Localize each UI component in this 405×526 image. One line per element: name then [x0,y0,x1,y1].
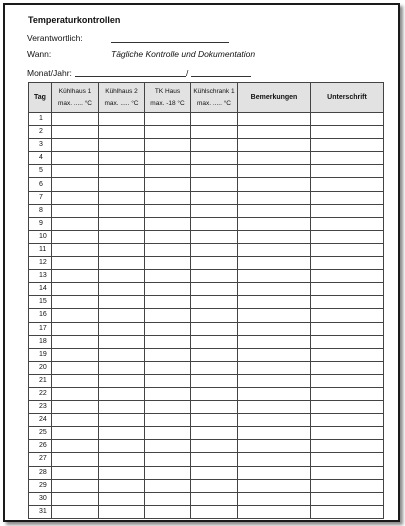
temp-cell-kuehlhaus-2[interactable] [99,453,145,466]
temp-cell-tk-haus[interactable] [145,361,191,374]
table-row [29,440,384,453]
temp-cell-kuehlhaus-2[interactable] [99,387,145,400]
table-row [29,322,384,335]
day-number: 23 [29,401,52,414]
day-number: 17 [29,322,52,335]
unit-column-header [99,83,145,113]
temp-cell-kuehlhaus-1[interactable] [52,113,99,126]
temp-cell-kuehlhaus-2[interactable] [99,139,145,152]
temp-cell-kuehlhaus-2[interactable] [99,113,145,126]
unit-name: Kühlschrank 1 [193,88,235,95]
month-field[interactable] [75,76,186,77]
temp-cell-kuehlschrank-1[interactable] [191,152,238,165]
remarks-cell[interactable] [238,178,311,191]
temp-cell-kuehlhaus-2[interactable] [99,217,145,230]
remarks-cell[interactable] [238,113,311,126]
signature-cell[interactable] [311,414,384,427]
table-row [29,348,384,361]
temp-cell-tk-haus[interactable] [145,479,191,492]
signature-cell[interactable] [311,387,384,400]
table-row [29,204,384,217]
temp-cell-tk-haus[interactable] [145,270,191,283]
signature-cell[interactable] [311,165,384,178]
temp-cell-kuehlhaus-1[interactable] [52,401,99,414]
signature-cell[interactable] [311,257,384,270]
temp-cell-tk-haus[interactable] [145,374,191,387]
temp-cell-kuehlhaus-1[interactable] [52,165,99,178]
temp-cell-kuehlschrank-1[interactable] [191,217,238,230]
temp-cell-kuehlhaus-1[interactable] [52,152,99,165]
day-number: 10 [29,230,52,243]
temp-cell-tk-haus[interactable] [145,204,191,217]
temp-cell-kuehlhaus-2[interactable] [99,296,145,309]
temp-cell-kuehlhaus-2[interactable] [99,414,145,427]
temp-cell-kuehlhaus-2[interactable] [99,492,145,505]
temp-cell-kuehlschrank-1[interactable] [191,139,238,152]
temp-cell-kuehlschrank-1[interactable] [191,479,238,492]
remarks-cell[interactable] [238,440,311,453]
temp-cell-kuehlschrank-1[interactable] [191,283,238,296]
remarks-cell[interactable] [238,270,311,283]
signature-cell[interactable] [311,152,384,165]
temp-cell-kuehlhaus-1[interactable] [52,374,99,387]
temp-cell-kuehlhaus-1[interactable] [52,309,99,322]
temp-cell-tk-haus[interactable] [145,348,191,361]
temp-cell-kuehlschrank-1[interactable] [191,257,238,270]
signature-cell[interactable] [311,309,384,322]
day-column-header: Tag [29,83,52,113]
temp-cell-kuehlhaus-1[interactable] [52,191,99,204]
temp-cell-tk-haus[interactable] [145,191,191,204]
temp-cell-kuehlhaus-2[interactable] [99,401,145,414]
temp-cell-kuehlhaus-1[interactable] [52,296,99,309]
table-row [29,165,384,178]
temp-cell-tk-haus[interactable] [145,322,191,335]
signature-cell[interactable] [311,440,384,453]
temp-cell-kuehlschrank-1[interactable] [191,440,238,453]
remarks-column-header: Bemerkungen [238,83,311,113]
temp-cell-tk-haus[interactable] [145,257,191,270]
day-number: 27 [29,453,52,466]
remarks-cell[interactable] [238,453,311,466]
temp-cell-tk-haus[interactable] [145,453,191,466]
temp-cell-kuehlhaus-2[interactable] [99,152,145,165]
remarks-cell[interactable] [238,505,311,518]
temp-cell-kuehlhaus-1[interactable] [52,348,99,361]
temp-cell-tk-haus[interactable] [145,335,191,348]
day-number: 24 [29,414,52,427]
day-number: 7 [29,191,52,204]
temp-cell-kuehlhaus-1[interactable] [52,178,99,191]
temp-cell-tk-haus[interactable] [145,230,191,243]
temp-cell-kuehlhaus-1[interactable] [52,479,99,492]
table-body [29,113,384,519]
day-number: 12 [29,257,52,270]
temp-cell-kuehlhaus-1[interactable] [52,492,99,505]
signature-cell[interactable] [311,505,384,518]
remarks-cell[interactable] [238,401,311,414]
temp-cell-kuehlhaus-1[interactable] [52,466,99,479]
table-row [29,479,384,492]
temp-cell-kuehlhaus-2[interactable] [99,505,145,518]
remarks-cell[interactable] [238,414,311,427]
day-number: 28 [29,466,52,479]
temp-cell-kuehlhaus-1[interactable] [52,361,99,374]
temp-cell-tk-haus[interactable] [145,283,191,296]
signature-cell[interactable] [311,191,384,204]
table-row [29,257,384,270]
temp-cell-tk-haus[interactable] [145,440,191,453]
temp-cell-kuehlhaus-2[interactable] [99,270,145,283]
remarks-cell[interactable] [238,296,311,309]
month-year-label: Monat/Jahr: [27,68,72,78]
day-number: 5 [29,165,52,178]
temp-cell-kuehlhaus-1[interactable] [52,126,99,139]
year-field[interactable] [191,76,251,77]
remarks-cell[interactable] [238,217,311,230]
temp-cell-kuehlschrank-1[interactable] [191,414,238,427]
temp-cell-kuehlhaus-2[interactable] [99,126,145,139]
day-number: 13 [29,270,52,283]
signature-cell[interactable] [311,335,384,348]
unit-name: TK Haus [154,88,181,95]
table-row [29,178,384,191]
remarks-cell[interactable] [238,152,311,165]
table-row [29,505,384,518]
day-number: 1 [29,113,52,126]
temp-cell-tk-haus[interactable] [145,387,191,400]
remarks-cell[interactable] [238,243,311,256]
temp-cell-kuehlhaus-1[interactable] [52,139,99,152]
table-row [29,466,384,479]
table-row [29,243,384,256]
signature-cell[interactable] [311,243,384,256]
day-number: 30 [29,492,52,505]
temp-cell-kuehlhaus-2[interactable] [99,243,145,256]
remarks-cell[interactable] [238,126,311,139]
table-row [29,113,384,126]
temp-cell-kuehlschrank-1[interactable] [191,270,238,283]
temp-cell-kuehlschrank-1[interactable] [191,322,238,335]
temp-cell-kuehlhaus-2[interactable] [99,479,145,492]
temp-cell-tk-haus[interactable] [145,492,191,505]
temp-cell-kuehlschrank-1[interactable] [191,335,238,348]
signature-cell[interactable] [311,113,384,126]
temp-cell-kuehlhaus-2[interactable] [99,374,145,387]
signature-cell[interactable] [311,466,384,479]
temp-cell-kuehlhaus-1[interactable] [52,505,99,518]
temp-cell-kuehlhaus-2[interactable] [99,204,145,217]
temp-cell-tk-haus[interactable] [145,401,191,414]
temp-cell-kuehlhaus-1[interactable] [52,387,99,400]
table-row [29,309,384,322]
temp-cell-tk-haus[interactable] [145,126,191,139]
signature-cell[interactable] [311,453,384,466]
temp-cell-kuehlhaus-1[interactable] [52,414,99,427]
unit-limit: max. ..... °C [196,100,232,107]
temp-cell-kuehlhaus-2[interactable] [99,466,145,479]
remarks-cell[interactable] [238,322,311,335]
signature-cell[interactable] [311,322,384,335]
remarks-cell[interactable] [238,309,311,322]
day-number: 26 [29,440,52,453]
temp-cell-kuehlhaus-1[interactable] [52,335,99,348]
day-number: 14 [29,283,52,296]
day-number: 31 [29,505,52,518]
temp-cell-tk-haus[interactable] [145,243,191,256]
remarks-cell[interactable] [238,257,311,270]
unit-limit: max. ..... °C [104,100,139,107]
temp-cell-kuehlschrank-1[interactable] [191,204,238,217]
table-row [29,152,384,165]
temp-cell-kuehlhaus-2[interactable] [99,191,145,204]
table-row [29,374,384,387]
temp-cell-kuehlhaus-2[interactable] [99,348,145,361]
temp-cell-kuehlhaus-2[interactable] [99,178,145,191]
temp-cell-kuehlhaus-2[interactable] [99,309,145,322]
temp-cell-kuehlschrank-1[interactable] [191,505,238,518]
remarks-cell[interactable] [238,204,311,217]
temp-cell-tk-haus[interactable] [145,505,191,518]
day-number: 8 [29,204,52,217]
signature-cell[interactable] [311,204,384,217]
table-row [29,139,384,152]
temp-cell-kuehlschrank-1[interactable] [191,230,238,243]
unit-column-header [191,83,238,113]
day-number: 4 [29,152,52,165]
temp-cell-kuehlhaus-2[interactable] [99,283,145,296]
temp-cell-kuehlhaus-2[interactable] [99,165,145,178]
day-number: 2 [29,126,52,139]
signature-cell[interactable] [311,361,384,374]
day-number: 15 [29,296,52,309]
temp-cell-kuehlschrank-1[interactable] [191,178,238,191]
unit-name: Kühlhaus 1 [58,88,92,95]
when-value: Tägliche Kontrolle und Dokumentation [111,49,256,59]
remarks-cell[interactable] [238,492,311,505]
signature-cell[interactable] [311,427,384,440]
signature-cell[interactable] [311,230,384,243]
day-number: 11 [29,243,52,256]
signature-cell[interactable] [311,178,384,191]
temp-cell-kuehlschrank-1[interactable] [191,309,238,322]
temp-cell-kuehlhaus-2[interactable] [99,361,145,374]
responsible-label: Verantwortlich: [27,33,83,43]
table-row [29,126,384,139]
temp-cell-tk-haus[interactable] [145,113,191,126]
day-number: 6 [29,178,52,191]
signature-cell[interactable] [311,479,384,492]
table-row [29,414,384,427]
temp-cell-tk-haus[interactable] [145,178,191,191]
signature-cell[interactable] [311,139,384,152]
table-row [29,361,384,374]
remarks-cell[interactable] [238,348,311,361]
temp-cell-kuehlschrank-1[interactable] [191,387,238,400]
temp-cell-tk-haus[interactable] [145,309,191,322]
temp-cell-kuehlschrank-1[interactable] [191,361,238,374]
temp-cell-kuehlhaus-2[interactable] [99,322,145,335]
temp-cell-kuehlhaus-1[interactable] [52,453,99,466]
temp-cell-kuehlschrank-1[interactable] [191,348,238,361]
temp-cell-kuehlhaus-1[interactable] [52,257,99,270]
temp-cell-tk-haus[interactable] [145,165,191,178]
table-row [29,296,384,309]
table-row [29,270,384,283]
temp-cell-tk-haus[interactable] [145,414,191,427]
day-number: 3 [29,139,52,152]
remarks-cell[interactable] [238,479,311,492]
signature-cell[interactable] [311,348,384,361]
signature-cell[interactable] [311,126,384,139]
remarks-cell[interactable] [238,361,311,374]
remarks-cell[interactable] [238,283,311,296]
temp-cell-kuehlhaus-1[interactable] [52,204,99,217]
temp-cell-tk-haus[interactable] [145,139,191,152]
temp-cell-tk-haus[interactable] [145,152,191,165]
day-number: 19 [29,348,52,361]
signature-cell[interactable] [311,401,384,414]
remarks-cell[interactable] [238,335,311,348]
table-row [29,401,384,414]
temp-cell-kuehlschrank-1[interactable] [191,296,238,309]
unit-name: Kühlhaus 2 [105,88,138,95]
remarks-cell[interactable] [238,466,311,479]
temp-cell-kuehlschrank-1[interactable] [191,492,238,505]
temp-cell-kuehlhaus-1[interactable] [52,243,99,256]
table-row [29,230,384,243]
temp-cell-tk-haus[interactable] [145,217,191,230]
table-header-row [29,83,384,113]
table-row [29,217,384,230]
temp-cell-kuehlschrank-1[interactable] [191,165,238,178]
temp-cell-kuehlhaus-1[interactable] [52,427,99,440]
temp-cell-kuehlhaus-1[interactable] [52,440,99,453]
temp-cell-tk-haus[interactable] [145,466,191,479]
temp-cell-kuehlhaus-1[interactable] [52,322,99,335]
day-number: 21 [29,374,52,387]
temp-cell-kuehlschrank-1[interactable] [191,191,238,204]
temp-cell-kuehlhaus-1[interactable] [52,230,99,243]
temp-cell-kuehlschrank-1[interactable] [191,427,238,440]
table-row [29,427,384,440]
unit-limit: max. -18 °C [150,100,185,107]
temp-cell-kuehlhaus-2[interactable] [99,335,145,348]
unit-column-header [145,83,191,113]
signature-cell[interactable] [311,374,384,387]
signature-cell[interactable] [311,270,384,283]
unit-column-header [52,83,99,113]
table-row [29,191,384,204]
temp-cell-kuehlschrank-1[interactable] [191,374,238,387]
day-number: 16 [29,309,52,322]
temp-cell-kuehlschrank-1[interactable] [191,466,238,479]
when-label: Wann: [27,49,52,59]
day-number: 22 [29,387,52,400]
temp-cell-kuehlschrank-1[interactable] [191,401,238,414]
temp-cell-kuehlschrank-1[interactable] [191,113,238,126]
remarks-cell[interactable] [238,230,311,243]
temp-cell-kuehlhaus-2[interactable] [99,440,145,453]
remarks-cell[interactable] [238,191,311,204]
temp-cell-kuehlhaus-1[interactable] [52,283,99,296]
responsible-field[interactable] [111,42,229,43]
temp-cell-tk-haus[interactable] [145,427,191,440]
day-number: 29 [29,479,52,492]
table-row [29,335,384,348]
table-row [29,283,384,296]
signature-cell[interactable] [311,283,384,296]
day-number: 25 [29,427,52,440]
temp-cell-kuehlschrank-1[interactable] [191,126,238,139]
table-row [29,387,384,400]
temp-cell-kuehlhaus-1[interactable] [52,217,99,230]
form-page [3,3,400,522]
temp-cell-tk-haus[interactable] [145,296,191,309]
remarks-cell[interactable] [238,387,311,400]
temperature-log-table [28,82,384,519]
temp-cell-kuehlschrank-1[interactable] [191,243,238,256]
table-row [29,453,384,466]
temp-cell-kuehlhaus-2[interactable] [99,257,145,270]
signature-cell[interactable] [311,492,384,505]
day-number: 20 [29,361,52,374]
signature-cell[interactable] [311,296,384,309]
remarks-cell[interactable] [238,165,311,178]
temp-cell-kuehlhaus-2[interactable] [99,427,145,440]
form-title: Temperaturkontrollen [28,15,121,25]
remarks-cell[interactable] [238,427,311,440]
signature-column-header: Unterschrift [311,83,384,113]
temp-cell-kuehlhaus-1[interactable] [52,270,99,283]
signature-cell[interactable] [311,217,384,230]
day-number: 9 [29,217,52,230]
temp-cell-kuehlhaus-2[interactable] [99,230,145,243]
month-year-separator: / [186,68,189,78]
table-row [29,492,384,505]
day-number: 18 [29,335,52,348]
temp-cell-kuehlschrank-1[interactable] [191,453,238,466]
remarks-cell[interactable] [238,374,311,387]
unit-limit: max. ..... °C [57,100,93,107]
remarks-cell[interactable] [238,139,311,152]
